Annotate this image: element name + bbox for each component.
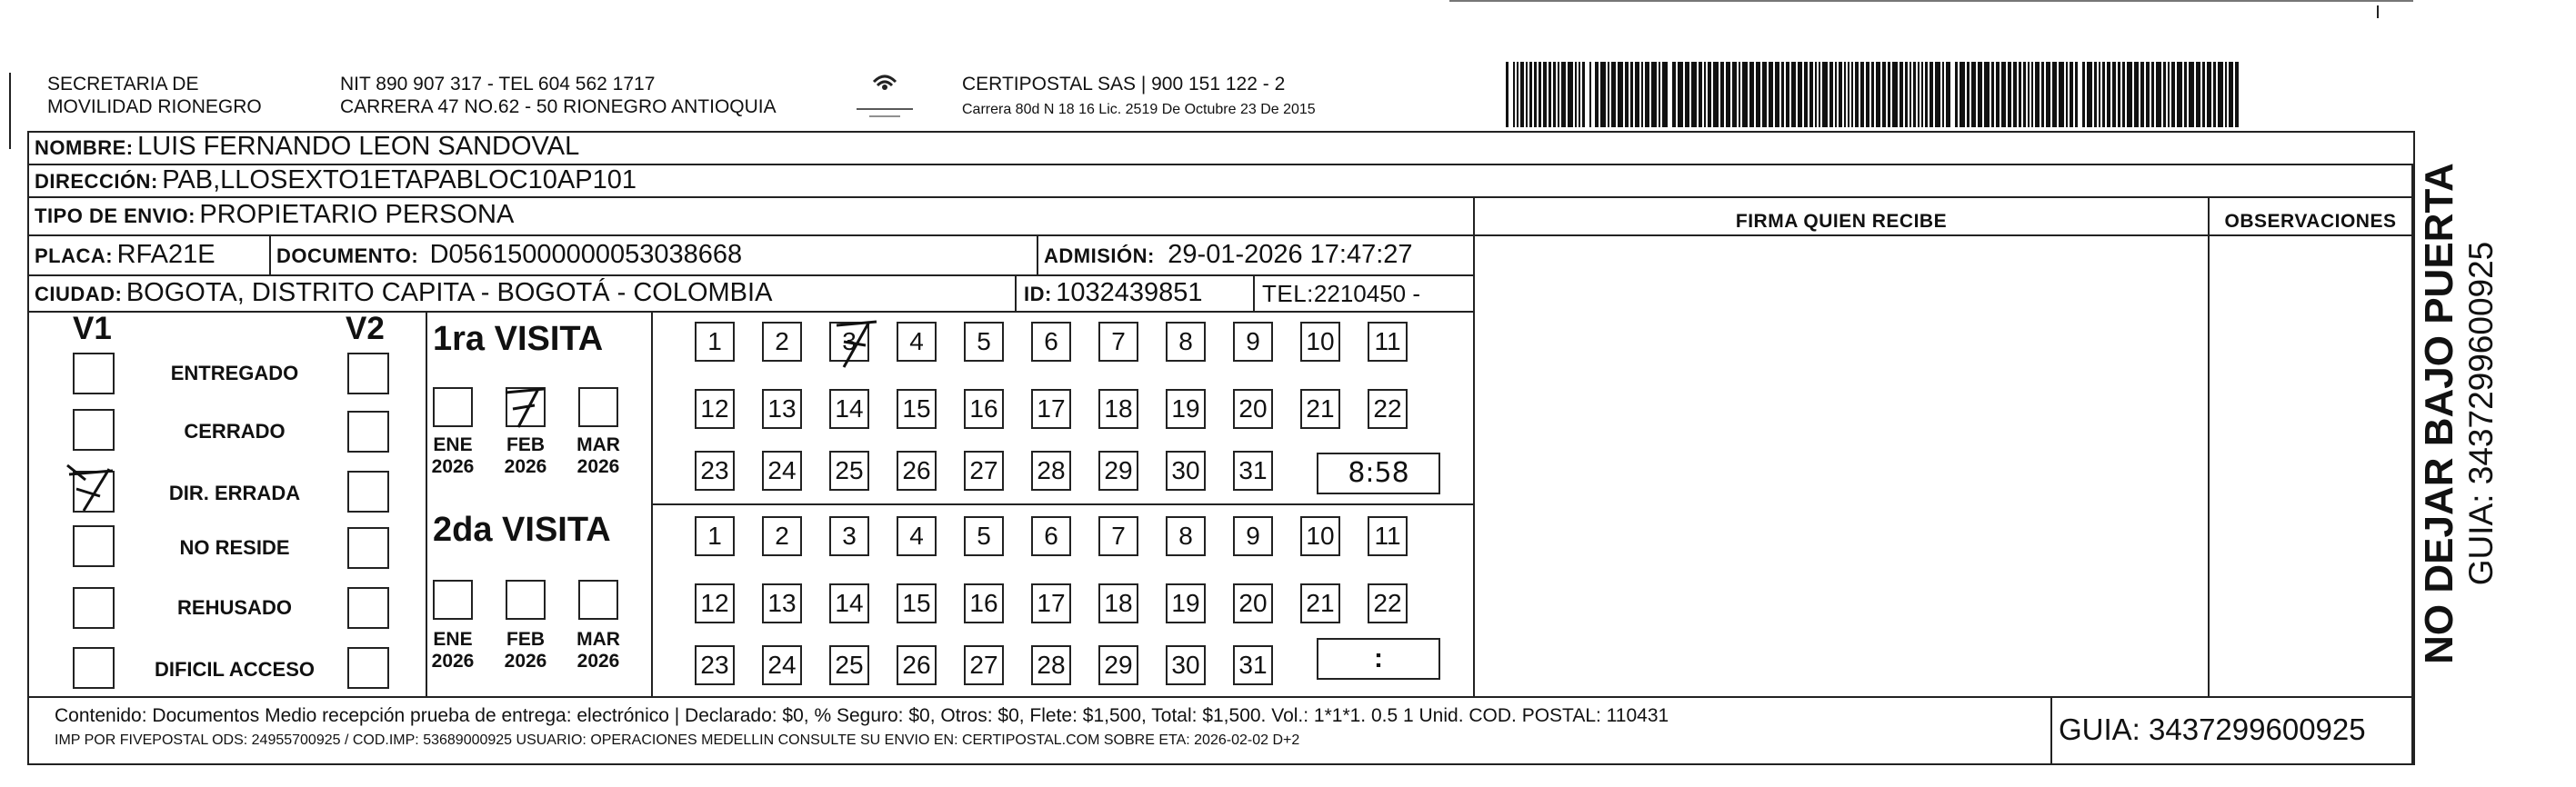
barcode-bar xyxy=(2207,62,2211,127)
barcode-bar xyxy=(1942,62,1944,127)
barcode xyxy=(1506,62,2239,127)
certipostal-logo xyxy=(851,69,918,120)
barcode-bar xyxy=(1553,62,1556,127)
barcode-bar xyxy=(1520,62,1524,127)
month-year: 2026 xyxy=(576,651,620,672)
barcode-bar xyxy=(2052,62,2057,127)
barcode-bar xyxy=(1526,62,1528,127)
footer-guia: GUIA: 3437299600925 xyxy=(2059,712,2366,746)
barcode-bar xyxy=(2118,62,2120,127)
ciudad-value: BOGOTA, DISTRITO CAPITA - BOGOTÁ - COLOMBIA xyxy=(125,278,773,307)
second-visit-month-mar xyxy=(569,629,627,672)
barcode-bar xyxy=(1835,62,1837,127)
barcode-bar xyxy=(2177,62,2182,127)
first-visit-day-23[interactable]: 23 xyxy=(695,451,735,491)
barcode-bar xyxy=(1905,62,1908,127)
barcode-bar xyxy=(2168,62,2170,127)
firma-label: FIRMA QUIEN RECIBE xyxy=(1735,211,1948,232)
barcode-bar xyxy=(2059,62,2064,127)
barcode-bar xyxy=(1921,62,1923,127)
second-visit-day-24[interactable]: 24 xyxy=(762,645,802,685)
first-visit-day-18[interactable]: 18 xyxy=(1098,389,1138,429)
first-visit-day-5[interactable]: 5 xyxy=(964,322,1004,362)
barcode-bar xyxy=(1913,62,1916,127)
barcode-bar xyxy=(1822,62,1828,127)
barcode-bar xyxy=(1971,62,1976,127)
barcode-bar xyxy=(1691,62,1697,127)
second-visit-month-feb-box[interactable] xyxy=(506,580,546,620)
barcode-bar xyxy=(1635,62,1639,127)
second-visit-day-26[interactable]: 26 xyxy=(897,645,937,685)
tel-value: 2210450 - xyxy=(1313,280,1421,307)
second-visit-day-19[interactable]: 19 xyxy=(1166,583,1206,623)
barcode-bar xyxy=(1589,62,1591,127)
second-visit-day-8[interactable]: 8 xyxy=(1166,516,1206,556)
barcode-bar xyxy=(1561,62,1566,127)
barcode-bar xyxy=(1625,62,1629,127)
barcode-bar xyxy=(1600,62,1606,127)
barcode-bar xyxy=(2066,62,2068,127)
barcode-bar xyxy=(1726,62,1730,127)
tipo-envio-value: PROPIETARIO PERSONA xyxy=(199,200,515,229)
barcode-bar xyxy=(1781,62,1784,127)
v1-entregado-checkbox[interactable] xyxy=(73,353,115,394)
barcode-bar xyxy=(1851,62,1853,127)
second-visit-day-10[interactable]: 10 xyxy=(1300,516,1340,556)
first-visit-day-17[interactable]: 17 xyxy=(1031,389,1071,429)
barcode-bar xyxy=(1775,62,1779,127)
barcode-bar xyxy=(2094,62,2097,127)
first-visit-day-26[interactable]: 26 xyxy=(897,451,937,491)
barcode-bar xyxy=(2099,62,2100,127)
first-visit-day-12[interactable]: 12 xyxy=(695,389,735,429)
v1-no-reside-checkbox[interactable] xyxy=(73,525,115,567)
first-visit-day-29[interactable]: 29 xyxy=(1098,451,1138,491)
barcode-bar xyxy=(2112,62,2116,127)
barcode-bar xyxy=(1929,62,1933,127)
second-visit-month-ene xyxy=(424,629,482,672)
barcode-bar xyxy=(1678,62,1683,127)
barcode-bar xyxy=(2184,62,2187,127)
barcode-bar xyxy=(1662,62,1668,127)
top-edge-line xyxy=(1449,0,2413,2)
second-visit-day-1[interactable]: 1 xyxy=(695,516,735,556)
first-visit-day-16[interactable]: 16 xyxy=(964,389,1004,429)
barcode-bar xyxy=(2087,62,2092,127)
barcode-bar xyxy=(1742,62,1748,127)
barcode-bar xyxy=(1568,62,1573,127)
first-visit-day-2[interactable]: 2 xyxy=(762,322,802,362)
tipo-envio-label: TIPO DE ENVIO: xyxy=(35,204,195,227)
status-no-reside: NO RESIDE xyxy=(179,536,290,559)
nombre-label: NOMBRE: xyxy=(35,136,134,159)
second-visit-day-18[interactable]: 18 xyxy=(1098,583,1138,623)
documento-cell xyxy=(276,240,742,270)
org-name xyxy=(47,73,262,118)
month-year: 2026 xyxy=(431,456,475,477)
month-name: FEB xyxy=(506,629,545,650)
status-dificil-acceso: DIFICIL ACCESO xyxy=(154,658,315,681)
barcode-bar xyxy=(2225,62,2227,127)
side-vertical-text xyxy=(2417,127,2544,700)
barcode-bar xyxy=(1839,62,1842,127)
first-visit-day-3[interactable]: 3 xyxy=(829,322,869,362)
barcode-bar xyxy=(1756,62,1760,127)
barcode-bar xyxy=(1641,62,1643,127)
placa-cell xyxy=(35,240,216,270)
barcode-bar xyxy=(1925,62,1928,127)
barcode-bar xyxy=(2070,62,2073,127)
barcode-bar xyxy=(2140,62,2144,127)
barcode-bar xyxy=(1708,62,1711,127)
barcode-bar xyxy=(2189,62,2194,127)
dir-errada-check-mark xyxy=(64,462,127,522)
first-visit-day-13[interactable]: 13 xyxy=(762,389,802,429)
second-visit-title: 2da VISITA xyxy=(433,511,611,549)
barcode-bar xyxy=(2107,62,2110,127)
barcode-bar xyxy=(1558,62,1559,127)
status-cerrado: CERRADO xyxy=(184,420,286,443)
barcode-bar xyxy=(1713,62,1719,127)
first-visit-day-4[interactable]: 4 xyxy=(897,322,937,362)
no-dejar-bajo-puerta: NO DEJAR BAJO PUERTA xyxy=(2417,163,2461,664)
first-visit-time-box[interactable]: 8:58 xyxy=(1317,453,1440,494)
barcode-bar xyxy=(1769,62,1773,127)
barcode-bar xyxy=(1618,62,1623,127)
barcode-bar xyxy=(1645,62,1649,127)
barcode-bar xyxy=(1762,62,1767,127)
barcode-bar xyxy=(2151,62,2154,127)
barcode-bar xyxy=(1685,62,1689,127)
barcode-bar xyxy=(1829,62,1833,127)
second-visit-day-29[interactable]: 29 xyxy=(1098,645,1138,685)
feb-check-mark xyxy=(498,382,556,434)
first-visit-day-25[interactable]: 25 xyxy=(829,451,869,491)
nit-block xyxy=(340,73,777,118)
admision-cell xyxy=(1044,240,1413,270)
month-year: 2026 xyxy=(431,651,475,672)
direccion-row xyxy=(35,165,636,195)
first-visit-day-10[interactable]: 10 xyxy=(1300,322,1340,362)
second-visit-day-2[interactable]: 2 xyxy=(762,516,802,556)
barcode-bar xyxy=(2013,62,2017,127)
barcode-bar xyxy=(1882,62,1886,127)
first-visit-day-9[interactable]: 9 xyxy=(1233,322,1273,362)
second-visit-day-12[interactable]: 12 xyxy=(695,583,735,623)
second-visit-day-31[interactable]: 31 xyxy=(1233,645,1273,685)
month-name: FEB xyxy=(506,434,545,455)
barcode-bar xyxy=(1517,62,1519,127)
second-visit-day-17[interactable]: 17 xyxy=(1031,583,1071,623)
ciudad-label: CIUDAD: xyxy=(35,283,123,305)
barcode-bar xyxy=(2218,62,2223,127)
second-visit-day-11[interactable]: 11 xyxy=(1368,516,1408,556)
barcode-bar xyxy=(1909,62,1911,127)
barcode-bar xyxy=(2019,62,2021,127)
barcode-bar xyxy=(2075,62,2078,127)
v2-header: V2 xyxy=(346,311,385,346)
barcode-bar xyxy=(1699,62,1702,127)
first-visit-day-14[interactable]: 14 xyxy=(829,389,869,429)
left-edge-mark xyxy=(9,73,11,149)
placa-value: RFA21E xyxy=(116,240,216,269)
certipostal-block xyxy=(962,73,1316,121)
barcode-bar xyxy=(2146,62,2150,127)
second-visit-month-ene-box[interactable] xyxy=(433,580,473,620)
barcode-bar xyxy=(1991,62,1994,127)
barcode-bar xyxy=(1672,62,1676,127)
barcode-bar xyxy=(1608,62,1609,127)
barcode-bar xyxy=(1798,62,1802,127)
admision-value: 29-01-2026 17:47:27 xyxy=(1168,240,1413,269)
barcode-bar xyxy=(2235,62,2239,127)
barcode-bar xyxy=(1967,62,1970,127)
barcode-bar xyxy=(1651,62,1657,127)
barcode-bar xyxy=(2031,62,2033,127)
month-year: 2026 xyxy=(504,651,547,672)
direccion-label: DIRECCIÓN: xyxy=(35,170,158,193)
second-visit-day-9[interactable]: 9 xyxy=(1233,516,1273,556)
first-visit-day-1[interactable]: 1 xyxy=(695,322,735,362)
barcode-bar xyxy=(1984,62,1990,127)
barcode-bar xyxy=(1704,62,1706,127)
barcode-bar xyxy=(2041,62,2044,127)
barcode-bar xyxy=(1595,62,1599,127)
barcode-bar xyxy=(1659,62,1660,127)
barcode-bar xyxy=(1739,62,1740,127)
tel-cell xyxy=(1262,280,1420,308)
month-year: 2026 xyxy=(504,456,547,477)
first-visit-title: 1ra VISITA xyxy=(433,320,604,358)
barcode-bar xyxy=(1809,62,1813,127)
second-visit-day-3[interactable]: 3 xyxy=(829,516,869,556)
second-visit-day-30[interactable]: 30 xyxy=(1166,645,1206,685)
barcode-bar xyxy=(2001,62,2006,127)
barcode-bar xyxy=(1732,62,1737,127)
second-visit-day-21[interactable]: 21 xyxy=(1300,583,1340,623)
barcode-bar xyxy=(2202,62,2205,127)
barcode-bar xyxy=(1630,62,1633,127)
first-visit-day-19[interactable]: 19 xyxy=(1166,389,1206,429)
barcode-bar xyxy=(1539,62,1541,127)
v1-cerrado-checkbox[interactable] xyxy=(73,409,115,451)
month-name: ENE xyxy=(433,434,473,455)
barcode-bar xyxy=(2082,62,2085,127)
certipostal-address: Carrera 80d N 18 16 Lic. 2519 De Octubre 23 De 2015 xyxy=(962,102,1316,117)
status-dir-errada: DIR. ERRADA xyxy=(168,482,301,504)
barcode-bar xyxy=(1791,62,1796,127)
first-visit-day-27[interactable]: 27 xyxy=(964,451,1004,491)
address-line: CARRERA 47 NO.62 - 50 RIONEGRO ANTIOQUIA xyxy=(340,96,777,117)
month-name: MAR xyxy=(576,629,620,650)
direccion-value: PAB,LLOSEXTO1ETAPABLOC10AP101 xyxy=(162,165,636,194)
barcode-bar xyxy=(1534,62,1537,127)
first-visit-day-6[interactable]: 6 xyxy=(1031,322,1071,362)
barcode-bar xyxy=(1749,62,1754,127)
barcode-bar xyxy=(1866,62,1869,127)
barcode-bar xyxy=(1899,62,1903,127)
barcode-bar xyxy=(2035,62,2040,127)
tel-label: TEL: xyxy=(1262,280,1314,307)
barcode-bar xyxy=(1819,62,1820,127)
barcode-bar xyxy=(1848,62,1849,127)
observaciones-label: OBSERVACIONES xyxy=(2224,211,2397,232)
barcode-bar xyxy=(1815,62,1817,127)
second-visit-month-mar-box[interactable] xyxy=(578,580,618,620)
first-visit-month-ene xyxy=(424,434,482,478)
status-rehusado: REHUSADO xyxy=(177,596,292,619)
barcode-bar xyxy=(2156,62,2161,127)
barcode-bar xyxy=(1582,62,1585,127)
contenido-text: Contenido: Documentos Medio recepción prueba de entrega: electrónico | Declarado: $0, % Seguro: $0, Otros: $0, Flete: $1,500, Total: $1,500. Vol.: 1*1*1. 0.5 1 Unid. COD. POSTAL: 110431 xyxy=(55,705,1669,726)
first-visit-day-11[interactable]: 11 xyxy=(1368,322,1408,362)
org-line-2: MOVILIDAD RIONEGRO xyxy=(47,96,262,117)
barcode-bar xyxy=(1871,62,1874,127)
first-visit-day-22[interactable]: 22 xyxy=(1368,389,1408,429)
barcode-bar xyxy=(1611,62,1616,127)
barcode-bar xyxy=(1579,62,1580,127)
imp-text: IMP POR FIVEPOSTAL ODS: 24955700925 / COD.IMP: 53689000925 USUARIO: OPERACIONES MEDELLIN CONSULTE SU ENVIO EN: CERTIPOSTAL.COM SOBRE ETA: 2026-02-02 D+2 xyxy=(55,732,1300,748)
barcode-bar xyxy=(2102,62,2105,127)
v1-rehusado-checkbox[interactable] xyxy=(73,587,115,629)
first-visit-day-8[interactable]: 8 xyxy=(1166,322,1206,362)
barcode-bar xyxy=(1804,62,1808,127)
v1-dificil-acceso-checkbox[interactable] xyxy=(73,647,115,689)
barcode-bar xyxy=(1918,62,1919,127)
barcode-bar xyxy=(1844,62,1846,127)
barcode-bar xyxy=(1978,62,1982,127)
barcode-bar xyxy=(1720,62,1724,127)
month-name: MAR xyxy=(576,434,620,455)
barcode-bar xyxy=(1960,62,1965,127)
second-visit-day-6[interactable]: 6 xyxy=(1031,516,1071,556)
barcode-bar xyxy=(2008,62,2011,127)
documento-value: D05615000000053038668 xyxy=(429,240,743,269)
day-3-check-mark xyxy=(827,314,884,373)
second-visit-month-feb xyxy=(496,629,555,672)
first-visit-day-21[interactable]: 21 xyxy=(1300,389,1340,429)
month-year: 2026 xyxy=(576,456,620,477)
first-visit-day-28[interactable]: 28 xyxy=(1031,451,1071,491)
second-visit-day-25[interactable]: 25 xyxy=(829,645,869,685)
ciudad-cell xyxy=(35,278,772,308)
second-visit-day-14[interactable]: 14 xyxy=(829,583,869,623)
first-visit-month-feb xyxy=(496,434,555,478)
v1-header: V1 xyxy=(73,311,112,346)
status-entregado: ENTREGADO xyxy=(170,362,299,384)
barcode-bar xyxy=(1946,62,1950,127)
documento-label: DOCUMENTO: xyxy=(276,244,419,267)
placa-label: PLACA: xyxy=(35,244,114,267)
tipo-envio-row xyxy=(35,200,514,230)
barcode-bar xyxy=(2229,62,2233,127)
barcode-bar xyxy=(1506,62,1509,127)
first-visit-month-mar xyxy=(569,434,627,478)
id-label: ID: xyxy=(1024,283,1052,305)
first-visit-day-24[interactable]: 24 xyxy=(762,451,802,491)
month-name: ENE xyxy=(433,629,473,650)
barcode-bar xyxy=(1855,62,1859,127)
first-visit-day-15[interactable]: 15 xyxy=(897,389,937,429)
barcode-bar xyxy=(1955,62,1958,127)
first-visit-day-31[interactable]: 31 xyxy=(1233,451,1273,491)
second-visit-day-4[interactable]: 4 xyxy=(897,516,937,556)
second-visit-day-23[interactable]: 23 xyxy=(695,645,735,685)
second-visit-day-13[interactable]: 13 xyxy=(762,583,802,623)
id-value: 1032439851 xyxy=(1056,278,1203,307)
top-right-tick xyxy=(2377,5,2379,18)
barcode-bar xyxy=(2028,62,2030,127)
barcode-bar xyxy=(1888,62,1890,127)
barcode-bar xyxy=(1513,62,1515,127)
side-guia: GUIA: 3437299600925 xyxy=(2462,241,2500,586)
barcode-bar xyxy=(1543,62,1547,127)
barcode-bar xyxy=(1935,62,1940,127)
barcode-bar xyxy=(1860,62,1864,127)
second-visit-day-27[interactable]: 27 xyxy=(964,645,1004,685)
admision-label: ADMISIÓN: xyxy=(1044,244,1155,267)
second-visit-day-5[interactable]: 5 xyxy=(964,516,1004,556)
barcode-bar xyxy=(1876,62,1880,127)
first-visit-day-20[interactable]: 20 xyxy=(1233,389,1273,429)
second-visit-day-15[interactable]: 15 xyxy=(897,583,937,623)
barcode-bar xyxy=(2134,62,2139,127)
nit-line: NIT 890 907 317 - TEL 604 562 1717 xyxy=(340,74,656,95)
barcode-bar xyxy=(2122,62,2125,127)
first-visit-day-30[interactable]: 30 xyxy=(1166,451,1206,491)
barcode-bar xyxy=(1529,62,1532,127)
second-visit-day-28[interactable]: 28 xyxy=(1031,645,1071,685)
barcode-bar xyxy=(1996,62,2000,127)
barcode-bar xyxy=(2213,62,2216,127)
barcode-bar xyxy=(1575,62,1577,127)
certipostal-line: CERTIPOSTAL SAS | 900 151 122 - 2 xyxy=(962,74,1286,95)
org-line-1: SECRETARIA DE xyxy=(47,74,199,95)
nombre-value: LUIS FERNANDO LEON SANDOVAL xyxy=(137,132,580,161)
barcode-bar xyxy=(2171,62,2175,127)
first-visit-month-mar-box[interactable] xyxy=(578,387,618,427)
first-visit-day-7[interactable]: 7 xyxy=(1098,322,1138,362)
id-cell xyxy=(1024,278,1203,308)
barcode-bar xyxy=(1549,62,1551,127)
barcode-bar xyxy=(2023,62,2026,127)
second-visit-day-22[interactable]: 22 xyxy=(1368,583,1408,623)
barcode-bar xyxy=(2196,62,2200,127)
second-visit-time-box[interactable]: : xyxy=(1317,638,1440,680)
second-visit-day-16[interactable]: 16 xyxy=(964,583,1004,623)
barcode-bar xyxy=(1892,62,1898,127)
barcode-bar xyxy=(2127,62,2132,127)
barcode-bar xyxy=(1786,62,1789,127)
second-visit-day-20[interactable]: 20 xyxy=(1233,583,1273,623)
barcode-bar xyxy=(2046,62,2050,127)
barcode-bar xyxy=(2163,62,2166,127)
first-visit-month-ene-box[interactable] xyxy=(433,387,473,427)
second-visit-day-7[interactable]: 7 xyxy=(1098,516,1138,556)
nombre-row xyxy=(35,132,579,162)
